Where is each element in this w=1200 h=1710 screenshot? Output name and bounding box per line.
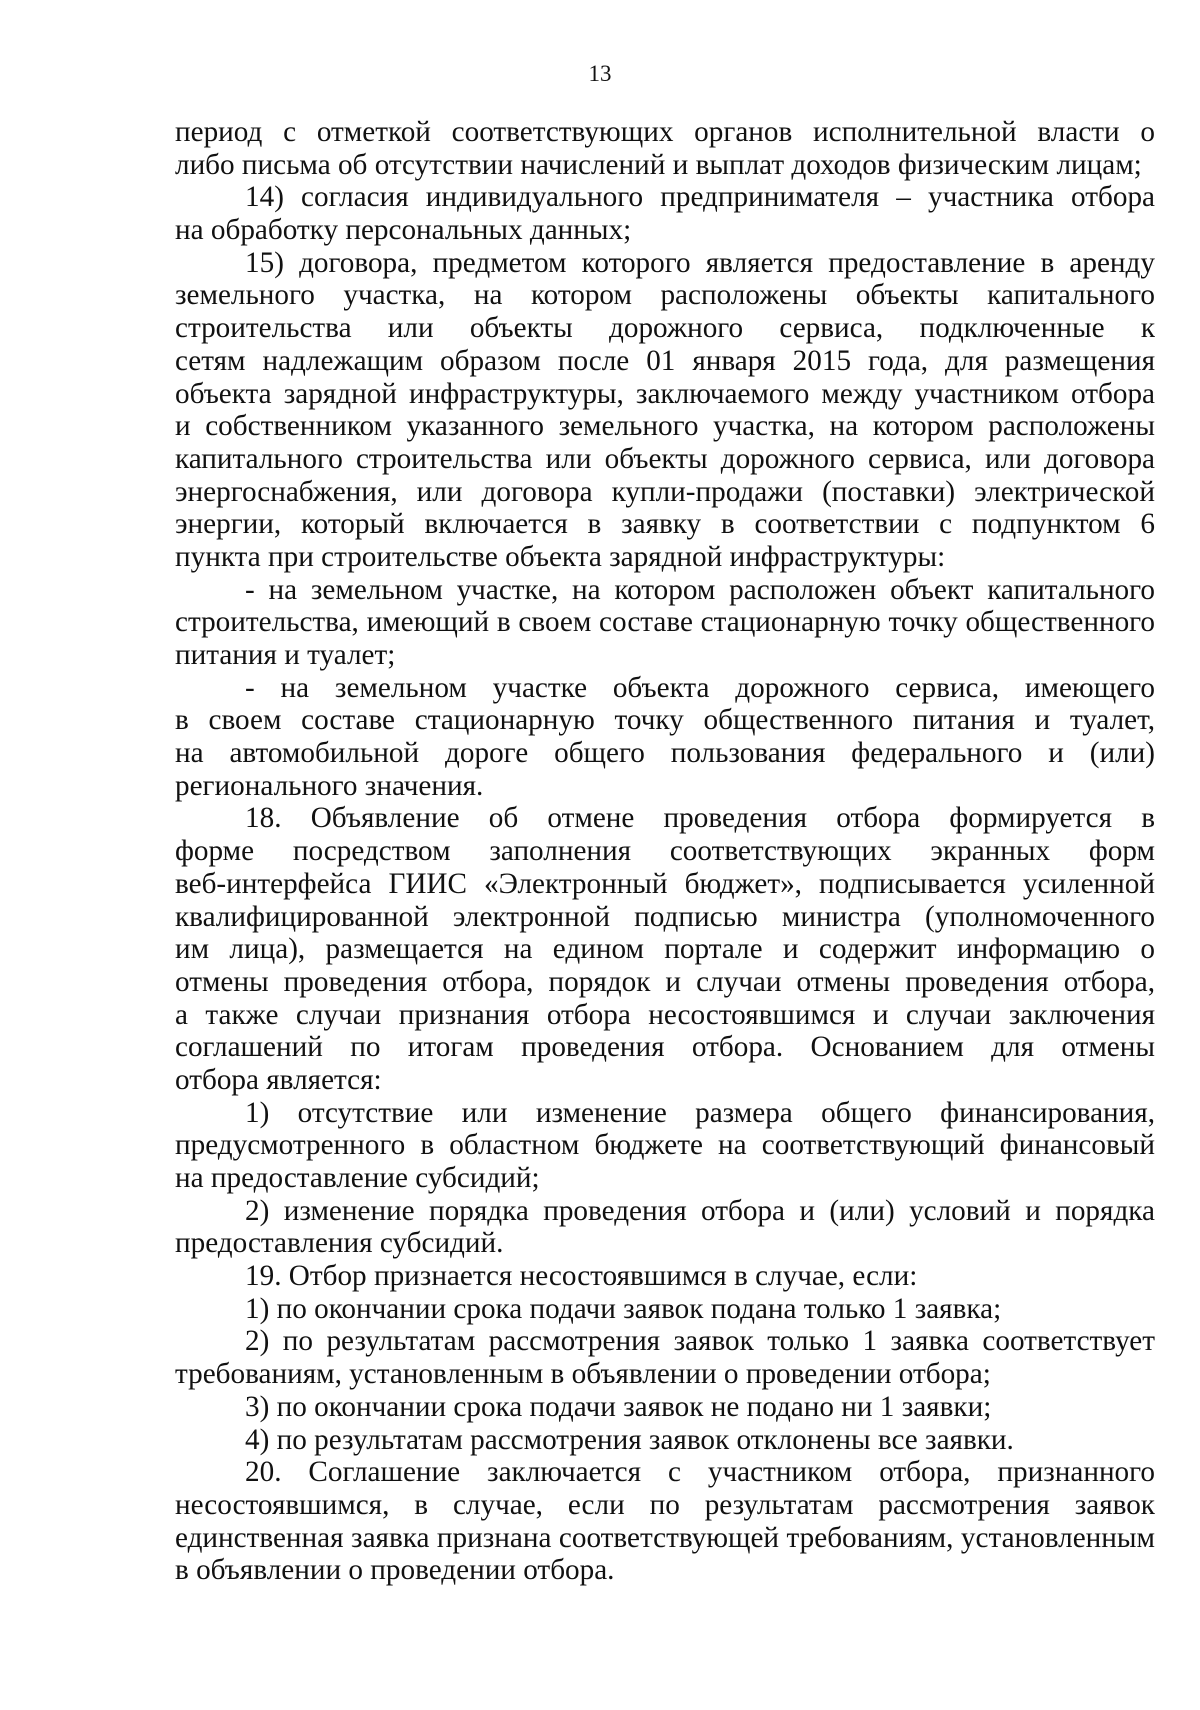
text-line: соглашений по итогам проведения отбора. Основанием для отмены [175,1031,1155,1064]
text-line: на автомобильной дороге общего пользования федерального и (или) [175,737,1155,770]
text-line: 3) по окончании срока подачи заявок не подано ни 1 заявки; [245,1390,992,1423]
text-line: предоставления субсидий. [175,1227,504,1260]
text-line: отбора является: [175,1063,382,1096]
text-line: 20. Соглашение заключается с участником отбора, признанного [245,1456,1155,1489]
page-number: 13 [588,61,612,86]
text-line: либо письма об отсутствии начислений и выплат доходов физическим лицам; [175,148,1142,181]
text-line: 14) согласия индивидуального предпринимателя – участника отбора [245,181,1155,214]
text-line: энергии, который включается в заявку в соответствии с подпунктом 6 [175,508,1155,541]
text-line: строительства или объекты дорожного сервиса, подключенные к [175,312,1155,345]
text-line: отмены проведения отбора, порядок и случаи отмены проведения отбора, [175,965,1155,998]
text-line: 19. Отбор признается несостоявшимся в случае, если: [245,1260,918,1293]
text-line: земельного участка, на котором расположены объекты капитального [175,279,1155,312]
text-line: 1) отсутствие или изменение размера общего финансирования, [245,1096,1155,1129]
text-line: в своем составе стационарную точку общественного питания и туалет, [175,704,1155,737]
text-line: а также случаи признания отбора несостоявшимся и случаи заключения [175,998,1155,1031]
text-line: капитального строительства или объекты дорожного сервиса, или договора [175,442,1155,475]
document-body [175,116,1155,1587]
text-line: объекта зарядной инфраструктуры, заключаемого между участником отбора [175,377,1155,410]
text-line: в объявлении о проведении отбора. [175,1554,615,1587]
text-line: требованиям, установленным в объявлении о проведении отбора; [175,1358,991,1391]
text-line: форме посредством заполнения соответствующих экранных форм [175,835,1155,868]
text-line: - на земельном участке, на котором расположен объект капитального [245,573,1155,606]
text-line: питания и туалет; [175,639,396,671]
text-line: энергоснабжения, или договора купли-продажи (поставки) электрической [175,475,1155,508]
text-line: 1) по окончании срока подачи заявок подана только 1 заявка; [245,1292,1002,1325]
text-line: 2) по результатам рассмотрения заявок только 1 заявка соответствует [245,1325,1155,1358]
text-line: период с отметкой соответствующих органов исполнительной власти о [175,116,1155,148]
text-line: 2) изменение порядка проведения отбора и (или) условий и порядка [245,1194,1155,1227]
text-line: сетям надлежащим образом после 01 января 2015 года, для размещения [175,344,1155,377]
text-line: единственная заявка признана соответствующей требованиям, установленным [175,1521,1155,1554]
text-line: несостоявшимся, в случае, если по результатам рассмотрения заявок [175,1488,1155,1521]
text-line: на предоставление субсидий; [175,1162,540,1194]
text-line: и собственником указанного земельного участка, на котором расположены [175,410,1155,443]
text-line: предусмотренного в областном бюджете на соответствующий финансовый [175,1129,1155,1162]
text-line: им лица), размещается на едином портале и содержит информацию о [175,933,1155,966]
text-line: 18. Объявление об отмене проведения отбора формируется в [245,802,1155,835]
text-line: 15) договора, предметом которого является предоставление в аренду [245,246,1155,279]
text-line: - на земельном участке объекта дорожного сервиса, имеющего [245,671,1155,704]
text-line: квалифицированной электронной подписью министра (уполномоченного [175,900,1155,933]
text-line: строительства, имеющий в своем составе стационарную точку общественного [175,606,1155,639]
text-line: пункта при строительстве объекта зарядной инфраструктуры: [175,540,946,573]
text-line: веб-интерфейса ГИИС «Электронный бюджет», подписывается усиленной [175,867,1155,900]
text-line: 4) по результатам рассмотрения заявок отклонены все заявки. [245,1423,1014,1456]
text-line: на обработку персональных данных; [175,214,632,247]
text-line: регионального значения. [175,769,484,802]
